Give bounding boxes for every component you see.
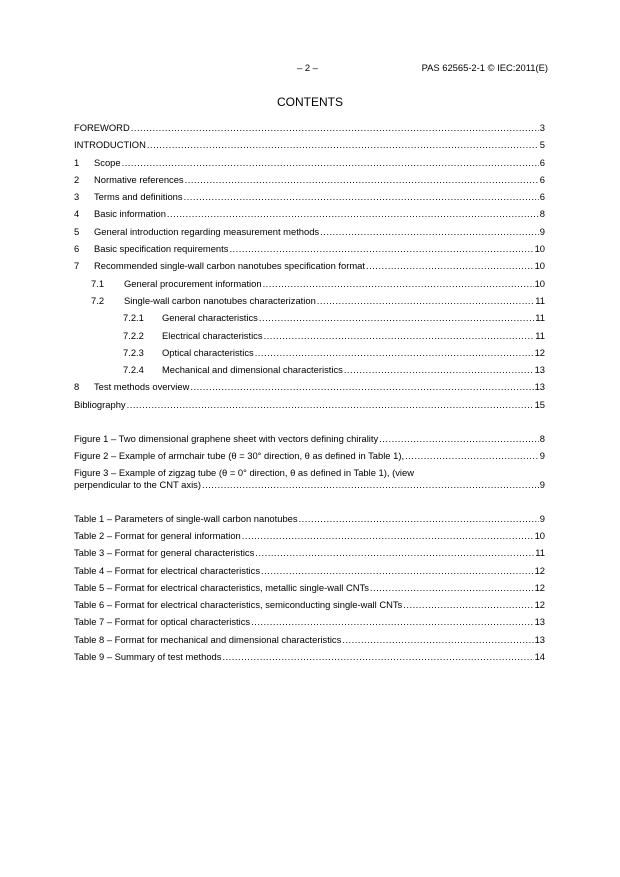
document-id: PAS 62565-2-1 © IEC:2011(E): [421, 62, 548, 73]
dot-leader: [131, 119, 539, 136]
entry-number: 4: [74, 208, 80, 220]
entry-number: 7.2.2: [123, 329, 144, 341]
entry-page: 6: [539, 173, 545, 185]
dot-leader: [370, 579, 534, 596]
entry-title: Table 9 – Summary of test methods: [74, 651, 222, 663]
dot-leader: [366, 257, 534, 274]
table-entry[interactable]: [74, 613, 545, 630]
entry-title: FOREWORD: [74, 122, 130, 133]
entry-title: Table 5 – Format for electrical characteristics, metallic single-wall CNTs: [74, 581, 369, 593]
entry-number: 8: [74, 381, 80, 393]
dot-leader: [251, 613, 533, 630]
table-entry[interactable]: [74, 648, 545, 665]
dot-leader: [259, 309, 534, 326]
entry-page: 11: [535, 312, 545, 324]
entry-title: Table 8 – Format for mechanical and dimensional characteristics: [74, 633, 342, 645]
entry-page: 12: [534, 346, 545, 358]
dot-leader: [184, 188, 539, 205]
toc-entry[interactable]: [74, 361, 545, 378]
entry-page: 11: [535, 294, 545, 306]
entry-title: Table 2 – Format for general information: [74, 529, 241, 541]
entry-page: 12: [534, 599, 545, 611]
toc-entry[interactable]: [74, 154, 545, 171]
entry-title: General procurement information: [124, 277, 262, 289]
entry-title: Recommended single-wall carbon nanotubes specification format: [94, 260, 365, 272]
entry-page: 8: [539, 208, 545, 220]
entry-title: Normative references: [94, 173, 184, 185]
entry-page: 13: [534, 364, 545, 376]
entry-number: 7.2.3: [123, 346, 144, 358]
dot-leader: [242, 527, 534, 544]
entry-title: General characteristics: [162, 312, 258, 324]
dot-leader: [379, 430, 539, 447]
entry-page: 12: [534, 564, 545, 576]
entry-number: 7: [74, 260, 80, 272]
entry-number: 7.1: [91, 277, 105, 289]
entry-title: Test methods overview: [94, 381, 190, 393]
table-entry[interactable]: [74, 562, 545, 579]
dot-leader: [190, 378, 533, 395]
toc-entry[interactable]: [74, 327, 545, 344]
dot-leader: [122, 154, 539, 171]
dot-leader: [255, 544, 534, 561]
tables-list: [74, 510, 545, 666]
dot-leader: [403, 596, 533, 613]
entry-page: 11: [535, 329, 545, 341]
figure-entry[interactable]: [74, 447, 545, 464]
toc-entry[interactable]: [74, 136, 545, 153]
table-entry[interactable]: [74, 579, 545, 596]
table-entry[interactable]: [74, 510, 545, 527]
dot-leader: [202, 479, 539, 491]
contents-title: CONTENTS: [277, 95, 343, 109]
entry-number: 7.2.4: [123, 364, 144, 376]
entry-title: Table 4 – Format for electrical characteristics: [74, 564, 261, 576]
entry-page: 15: [534, 398, 545, 410]
entry-number: 1: [74, 156, 80, 168]
figure-entry[interactable]: [74, 430, 545, 447]
table-entry[interactable]: [74, 596, 545, 613]
toc-entry[interactable]: [74, 396, 545, 413]
entry-page: 13: [534, 381, 545, 393]
entry-page: 3: [539, 122, 545, 133]
toc-entry[interactable]: [74, 205, 545, 222]
entry-title: Table 6 – Format for electrical characteristics, semiconducting single-wall CNTs: [74, 599, 403, 611]
entry-page: 6: [539, 191, 545, 203]
entry-title: General introduction regarding measurement methods: [94, 225, 320, 237]
entry-title: Bibliography: [74, 398, 126, 410]
toc-entry[interactable]: [74, 344, 545, 361]
toc-entry[interactable]: [74, 275, 545, 292]
entry-title: Basic specification requirements: [94, 243, 229, 255]
dot-leader: [264, 327, 535, 344]
table-of-contents: [74, 119, 545, 665]
entry-number: 5: [74, 225, 80, 237]
toc-entry[interactable]: [74, 188, 545, 205]
entry-title: Mechanical and dimensional characteristics: [162, 364, 343, 376]
table-entry[interactable]: [74, 544, 545, 561]
entry-number: 6: [74, 243, 80, 255]
dot-leader: [342, 631, 533, 648]
entry-number: 7.2.1: [123, 312, 144, 324]
entry-title: Table 7 – Format for optical characteristics: [74, 616, 251, 628]
entry-page: 6: [539, 156, 545, 168]
entry-title: Electrical characteristics: [162, 329, 263, 341]
dot-leader: [263, 275, 534, 292]
dot-leader: [167, 205, 539, 222]
dot-leader: [317, 292, 534, 309]
entry-page: 8: [539, 433, 545, 445]
entry-page: 13: [534, 616, 545, 628]
toc-entry[interactable]: [74, 171, 545, 188]
toc-entry[interactable]: [74, 119, 545, 136]
toc-entry[interactable]: [74, 240, 545, 257]
entry-page: 10: [534, 529, 545, 541]
entry-title: Figure 1 – Two dimensional graphene sheet with vectors defining chirality: [74, 433, 379, 445]
page-header: [0, 62, 620, 76]
entry-page: 9: [539, 450, 545, 462]
entry-title: Terms and definitions: [94, 191, 183, 203]
entry-page: 5: [539, 139, 545, 151]
dot-leader: [261, 562, 534, 579]
dot-leader: [299, 510, 539, 527]
entry-continuation: [74, 479, 545, 491]
entry-page: 10: [534, 277, 545, 289]
entry-page: 13: [534, 633, 545, 645]
entry-number: 3: [74, 191, 80, 203]
entry-title: Table 1 – Parameters of single-wall carbon nanotubes: [74, 512, 298, 524]
figure-entry[interactable]: [74, 465, 545, 493]
dot-leader: [405, 447, 539, 464]
entry-page: 9: [539, 478, 545, 490]
dot-leader: [127, 396, 534, 413]
entry-page: 14: [534, 651, 545, 663]
spacer: [74, 493, 545, 510]
entry-title-continued: perpendicular to the CNT axis): [74, 478, 201, 490]
toc-entry[interactable]: [74, 309, 545, 326]
entry-number: 2: [74, 173, 80, 185]
entry-title: Scope: [94, 156, 121, 168]
entry-title: Basic information: [94, 208, 166, 220]
dot-leader: [185, 171, 539, 188]
entry-title: Optical characteristics: [162, 346, 254, 358]
table-entry[interactable]: [74, 631, 545, 648]
entry-page: 11: [535, 547, 545, 559]
figures-list: [74, 430, 545, 493]
entry-title: Single-wall carbon nanotubes characterization: [124, 294, 316, 306]
entry-page: 12: [534, 581, 545, 593]
spacer: [74, 413, 545, 430]
entry-title: Table 3 – Format for general characteristics: [74, 547, 255, 559]
entry-title: INTRODUCTION: [74, 139, 146, 151]
sections-list: [74, 119, 545, 413]
dot-leader: [255, 344, 534, 361]
toc-entry[interactable]: [74, 223, 545, 240]
dot-leader: [222, 648, 533, 665]
entry-page: 10: [534, 243, 545, 255]
toc-entry[interactable]: [74, 292, 545, 309]
entry-page: 9: [539, 512, 545, 524]
toc-entry[interactable]: [74, 378, 545, 395]
page-number: – 2 –: [297, 62, 318, 73]
dot-leader: [147, 136, 539, 153]
entry-page: 9: [539, 225, 545, 237]
dot-leader: [320, 223, 539, 240]
dot-leader: [229, 240, 533, 257]
entry-page: 10: [534, 260, 545, 272]
entry-title: Figure 3 – Example of zigzag tube (θ = 0° direction, θ as defined in Table 1), (view: [74, 466, 414, 478]
dot-leader: [344, 361, 534, 378]
entry-title: Figure 2 – Example of armchair tube (θ = 30° direction, θ as defined in Table 1),: [74, 450, 405, 462]
toc-entry[interactable]: [74, 257, 545, 274]
table-entry[interactable]: [74, 527, 545, 544]
entry-number: 7.2: [91, 294, 105, 306]
